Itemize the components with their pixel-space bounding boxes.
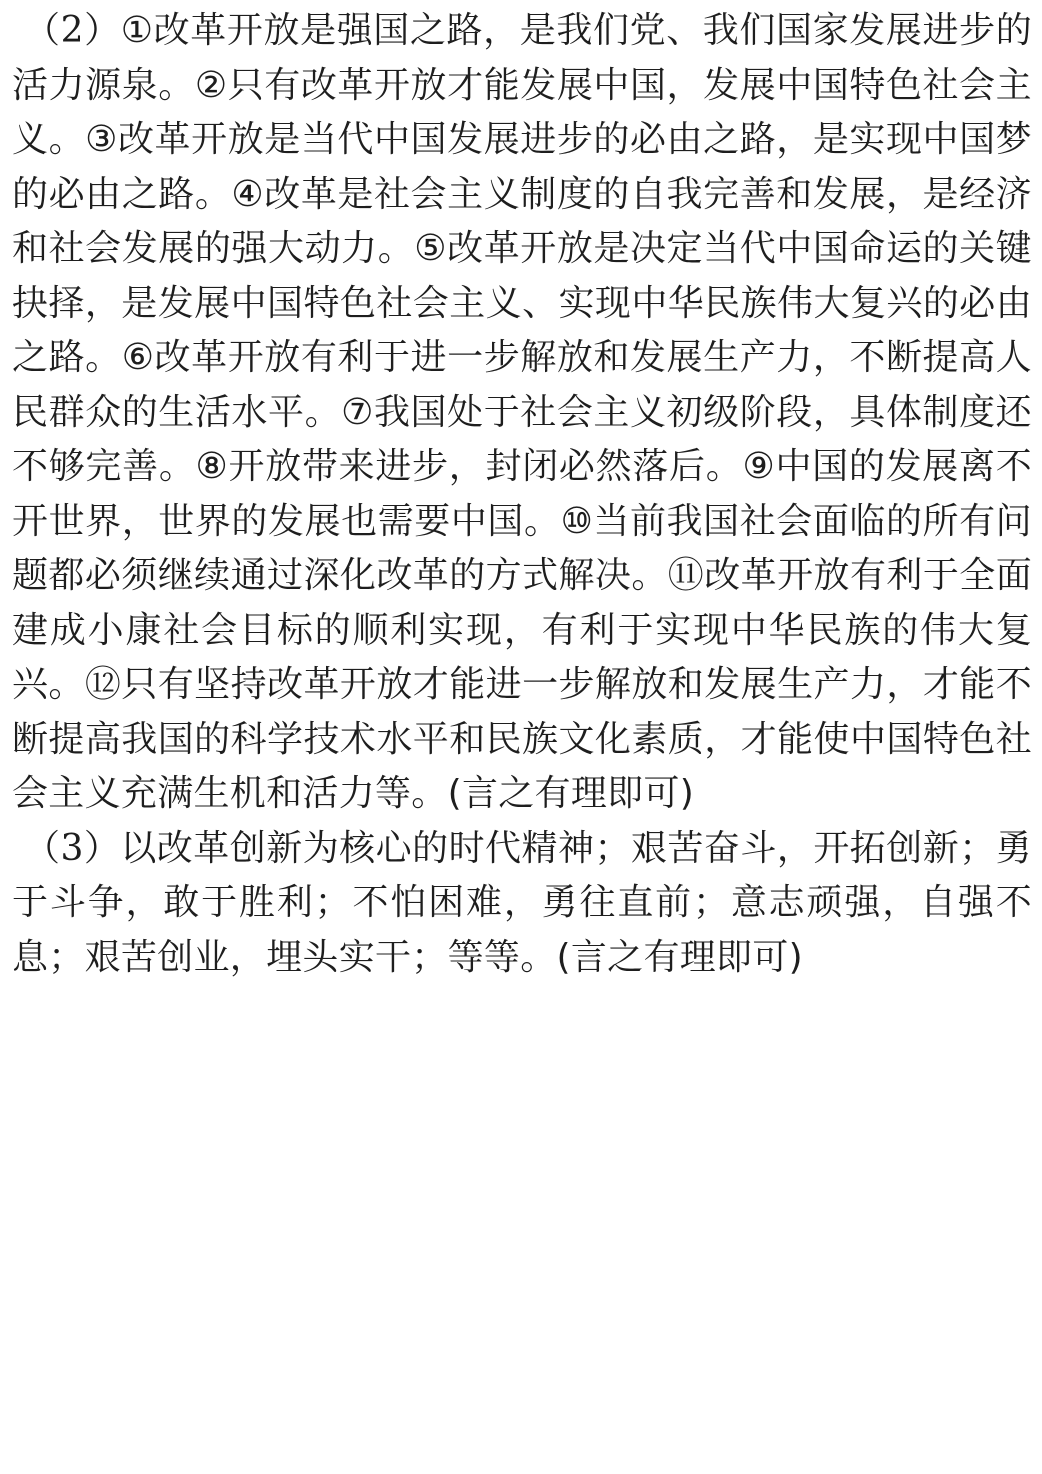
question-label-2: （2）: [24, 10, 121, 51]
answer-text-3: 以改革创新为核心的时代精神；艰苦奋斗，开拓创新；勇于斗争，敢于胜利；不怕困难，勇往直前；意志顽强，自强不息；艰苦创业，埋头实干；等等。(言之有理即可): [12, 827, 1032, 978]
answer-paragraph-3: [12, 822, 1032, 986]
question-label-3: （3）: [24, 827, 121, 869]
answer-text-2: ①改革开放是强国之路，是我们党、我们国家发展进步的活力源泉。②只有改革开放才能发展中国，发展中国特色社会主义。③改革开放是当代中国发展进步的必由之路，是实现中国梦的必由之路。④改革是社会主义制度的自我完善和发展，是经济和社会发展的强大动力。⑤改革开放是决定当代中国命运的关键抉择，是发展中国特色社会主义、实现中华民族伟大复兴的必由之路。⑥改革开放有利于进一步解放和发展生产力，不断提高人民群众的生活水平。⑦我国处于社会主义初级阶段，具体制度还不够完善。⑧开放带来进步，封闭必然落后。⑨中国的发展离不开世界，世界的发展也需要中国。⑩当前我国社会面临的所有问题都必须继续通过深化改革的方式解决。⑪改革开放有利于全面建成小康社会目标的顺利实现，有利于实现中华民族的伟大复兴。⑫只有坚持改革开放才能进一步解放和发展生产力，才能不断提高我国的科学技术水平和民族文化素质，才能使中国特色社会主义充满生机和活力等。(言之有理即可): [12, 10, 1032, 814]
answer-paragraph-2: [12, 4, 1032, 822]
answer-document: [12, 4, 1032, 985]
